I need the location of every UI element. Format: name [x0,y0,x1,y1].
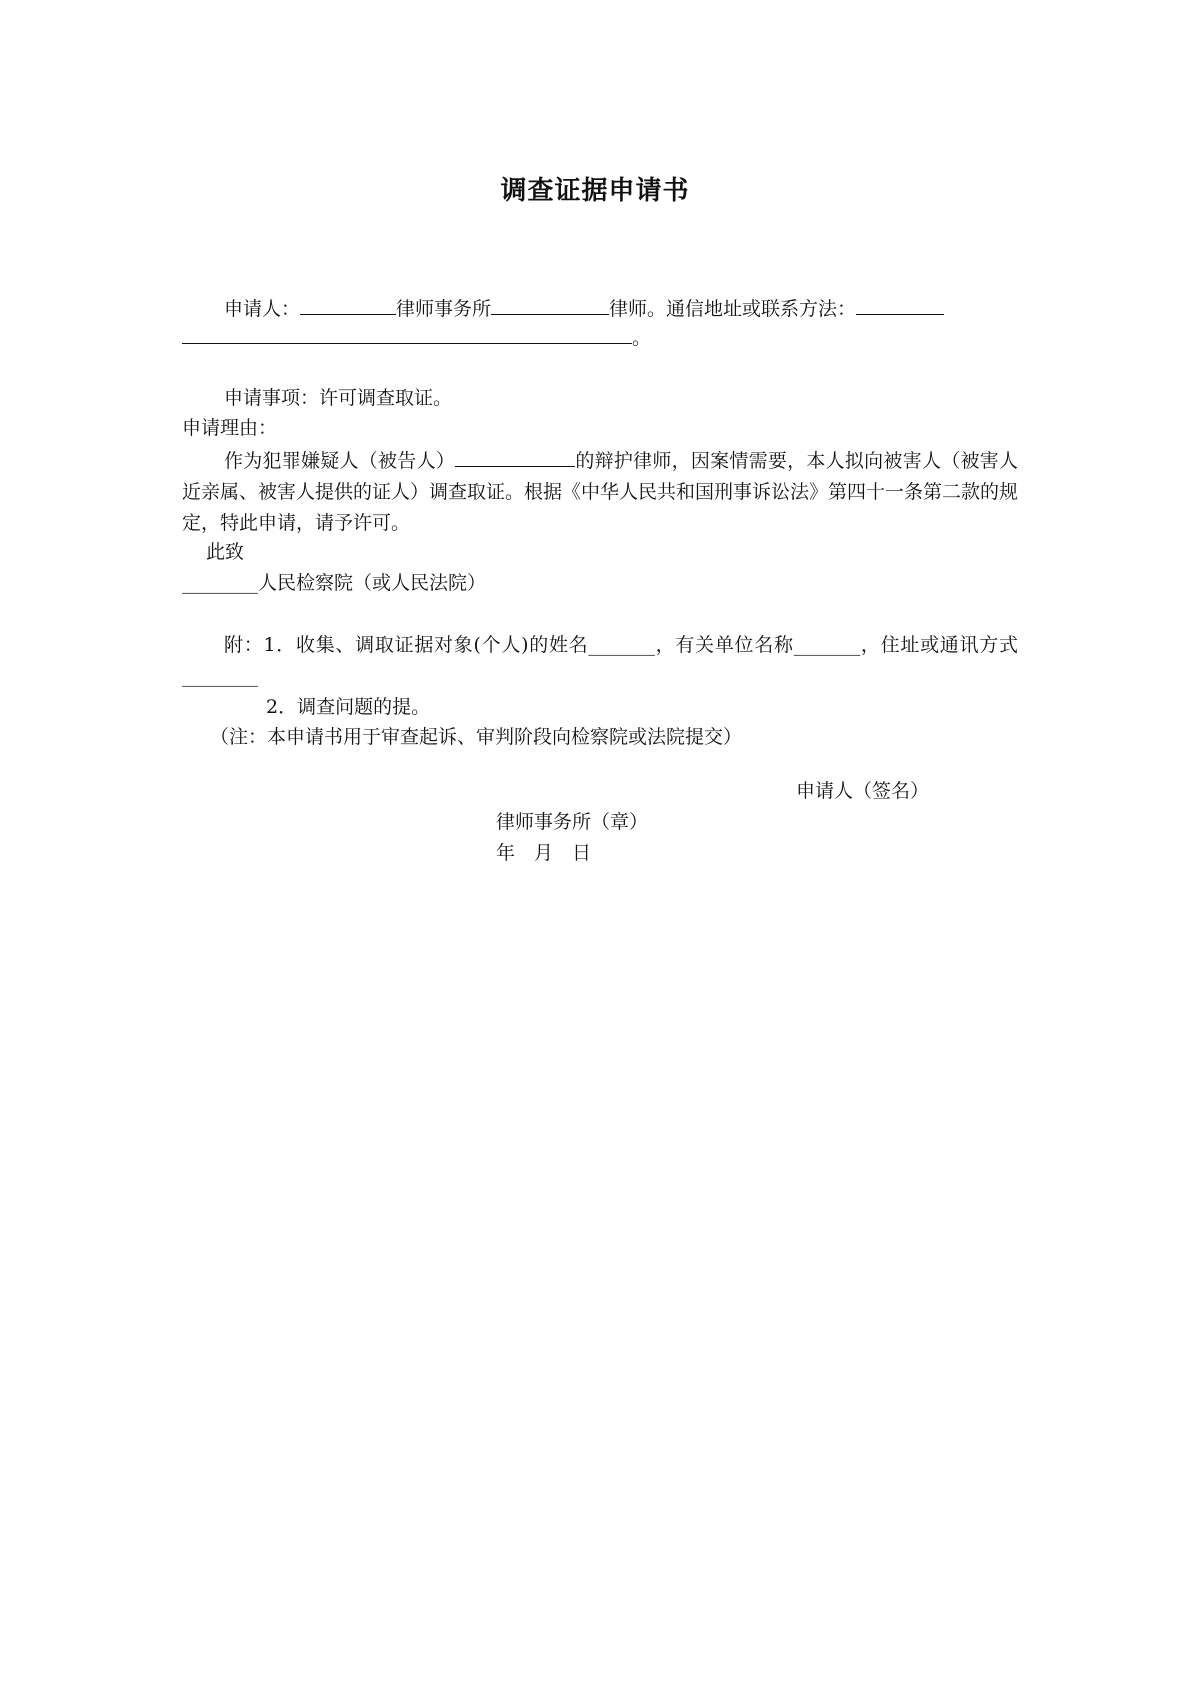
attachment-part-a: 附：1．收集、调取证据对象(个人)的姓名 [224,634,589,656]
document-title: 调查证据申请书 [500,176,690,206]
reason-label: 申请理由： [182,417,278,439]
attachment-part-b: ，有关单位名称 [654,634,794,656]
attachment-blank-3: ________ [182,665,258,687]
firm-name-blank [300,292,396,315]
salutation: 此致 [206,541,245,563]
applicant-line-cont [182,321,651,354]
contact-blank-2 [182,321,632,344]
signature-firm: 律师事务所（章） [496,811,649,833]
signature-date: 年 月 日 [496,842,592,864]
contact-blank-1 [856,292,944,315]
matter-text: 申请事项：许可调查取证。 [224,387,453,409]
reason-part-1: 作为犯罪嫌疑人（被告人） [224,450,456,472]
lawyer-suffix: 律师。通信地址或联系方法： [609,298,857,320]
suspect-name-blank [455,444,575,467]
court-text: 人民检察院（或人民法院） [258,572,487,594]
attachment-blank-2: _______ [793,634,861,656]
attachment-item-2: 2．调查问题的提。 [266,696,431,718]
attachment-paragraph [182,630,1018,692]
applicant-end: 。 [632,327,652,349]
court-blank: ________ [182,572,258,594]
reason-paragraph [182,444,1018,539]
attachment-part-c: ，住址或通讯方式 [860,634,1018,656]
signature-applicant: 申请人（签名） [796,780,930,802]
lawyer-name-blank [491,292,609,315]
court-line [182,568,486,599]
applicant-label: 申请人： [224,298,301,320]
attachment-blank-1: _______ [588,634,655,656]
attachment-note: （注：本申请书用于审查起诉、审判阶段向检察院或法院提交） [210,726,743,748]
firm-suffix: 律师事务所 [396,298,492,320]
reason-part-2: 的辩护律师，因案情需要，本人拟向被害人（被害人近亲属、被害人提供的证人）调查取证。根据《中华人民共和国刑事诉讼法》第四十一条第二款的规定，特此申请，请予许可。 [182,450,1019,534]
